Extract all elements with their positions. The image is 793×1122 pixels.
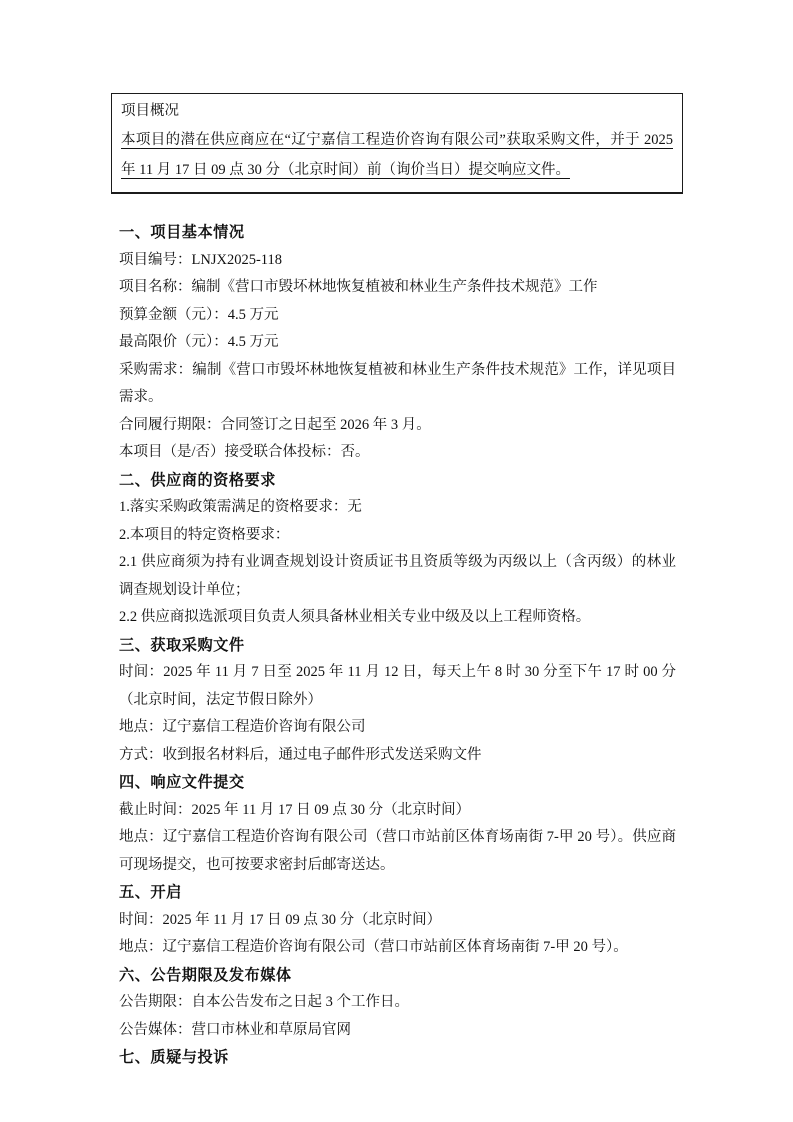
section-3-heading: 三、获取采购文件 — [119, 636, 245, 654]
section-1-basic-info — [119, 219, 676, 467]
section-4-heading: 四、响应文件提交 — [119, 774, 245, 791]
section-6-announcement — [119, 962, 676, 1045]
specific-qualification: 2.本项目的特定资格要求： — [119, 526, 290, 543]
contract-performance-period: 合同履行期限：合同签订之日起至 2026 年 3 月。 — [119, 416, 431, 433]
obtain-time: 时间：2025 年 11 月 7 日至 2025 年 11 月 12 日，每天上午 8 时 30 分至下午 17 时 00 分（北京时间，法定节假日除外） — [119, 664, 676, 708]
qualification-2-1: 2.1 供应商须为持有业调查规划设计资质证书且资质等级为丙级以上（含丙级）的林业调查规划设计单位； — [119, 554, 676, 598]
qualification-2-2: 2.2 供应商拟选派项目负责人须具备林业相关专业中级及以上工程师资格。 — [119, 609, 591, 625]
section-2-supplier-qualification — [119, 467, 676, 632]
section-7-heading: 七、质疑与投诉 — [119, 1049, 229, 1066]
document-sections — [119, 219, 676, 1072]
max-price-limit: 最高限价（元）：4.5 万元 — [119, 334, 279, 350]
submission-deadline: 截止时间：2025 年 11 月 17 日 09 点 30 分（北京时间） — [119, 801, 471, 818]
procurement-demand: 采购需求：编制《营口市毁坏林地恢复植被和林业生产条件技术规范》工作，详见项目需求。 — [119, 361, 676, 405]
opening-time: 时间：2025 年 11 月 17 日 09 点 30 分（北京时间） — [119, 911, 442, 928]
overview-title: 项目概况 — [121, 103, 179, 119]
consortium-bidding: 本项目（是/否）接受联合体投标：否。 — [119, 444, 370, 460]
document-content — [119, 93, 676, 1072]
section-6-heading: 六、公告期限及发布媒体 — [119, 966, 292, 984]
announcement-media: 公告媒体：营口市林业和草原局官网 — [119, 1021, 351, 1038]
budget-amount: 预算金额（元）：4.5 万元 — [119, 306, 279, 323]
section-3-obtain-documents — [119, 632, 676, 770]
opening-location: 地点：辽宁嘉信工程造价咨询有限公司（营口市站前区体育场南街 7-甲 20 号）。 — [119, 939, 628, 955]
submission-location: 地点：辽宁嘉信工程造价咨询有限公司（营口市站前区体育场南街 7-甲 20 号）。供应商可现场提交，也可按要求密封后邮寄送达。 — [119, 829, 676, 873]
project-overview-box — [111, 93, 683, 194]
obtain-location: 地点：辽宁嘉信工程造价咨询有限公司 — [119, 719, 366, 735]
section-7-complaints — [119, 1044, 676, 1072]
project-number: 项目编号：LNJX2025-118 — [119, 251, 282, 268]
section-4-response-submission — [119, 769, 676, 879]
obtain-method: 方式：收到报名材料后，通过电子邮件形式发送采购文件 — [119, 746, 482, 763]
section-2-heading: 二、供应商的资格要求 — [119, 471, 276, 489]
policy-qualification: 1.落实采购政策需满足的资格要求：无 — [119, 499, 362, 515]
project-name: 项目名称：编制《营口市毁坏林地恢复植被和林业生产条件技术规范》工作 — [119, 279, 598, 295]
overview-text: 本项目的潜在供应商应在“辽宁嘉信工程造价咨询有限公司”获取采购文件，并于 2025 年 11 月 17 日 09 点 30 分（北京时间）前（询价当日）提交响应文件。 — [121, 132, 673, 178]
section-5-opening — [119, 879, 676, 962]
announcement-period: 公告期限：自本公告发布之日起 3 个工作日。 — [119, 994, 409, 1010]
section-5-heading: 五、开启 — [119, 884, 182, 901]
section-1-heading: 一、项目基本情况 — [119, 224, 245, 241]
